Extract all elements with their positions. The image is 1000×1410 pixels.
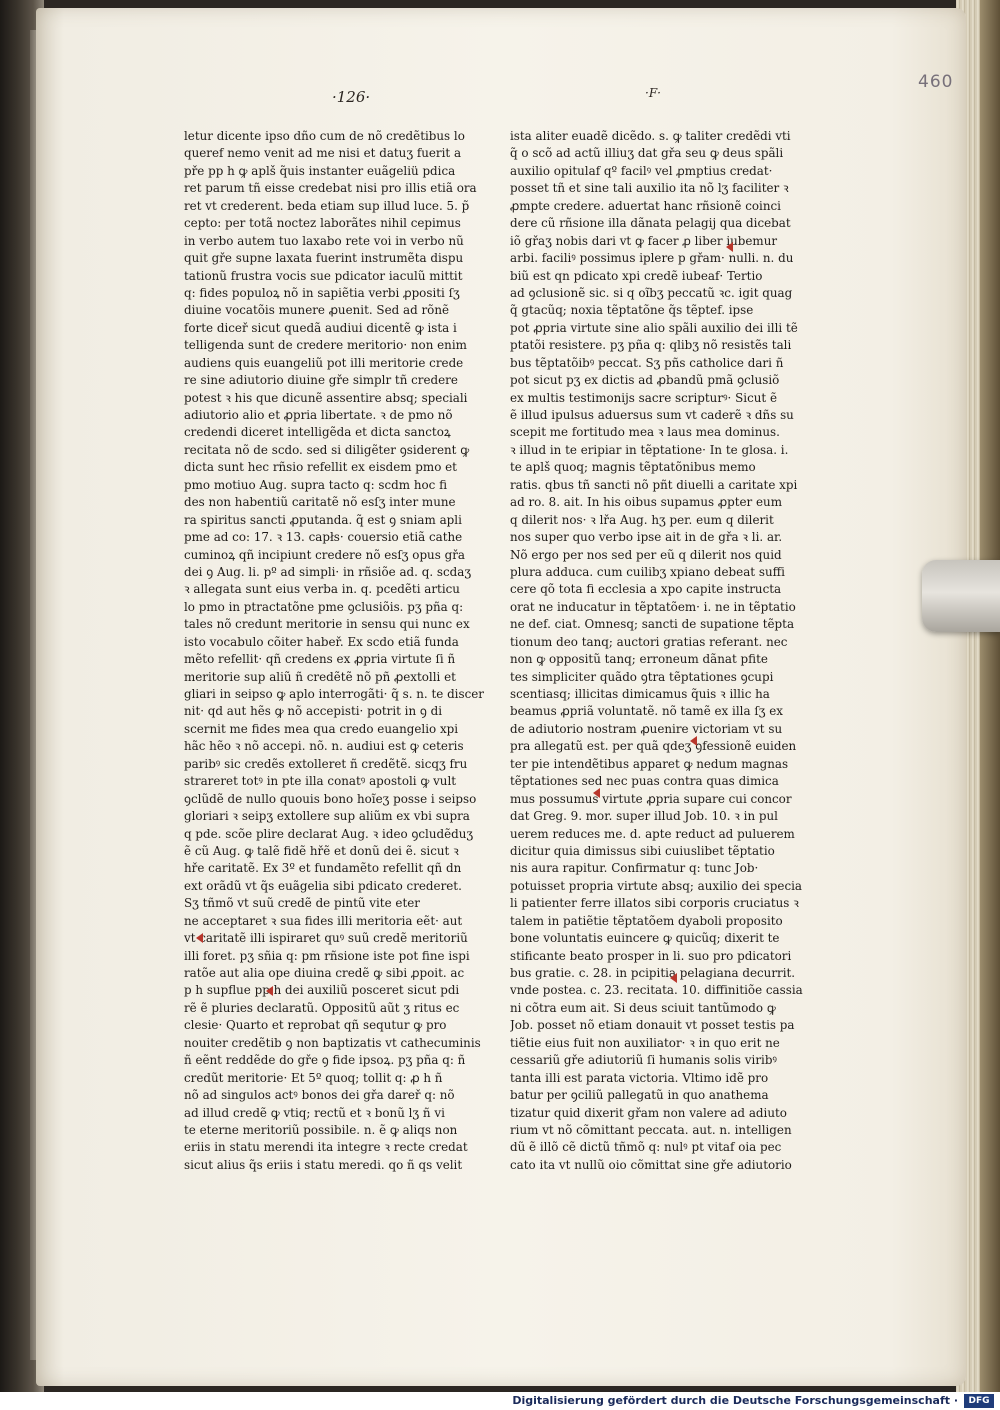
text-line: ex multis testimonijs sacre scripturꝰ· Sicut ẽ — [510, 390, 777, 405]
text-line: cessariũ gře adiutoriũ ſi humanis solis viribꝰ — [510, 1053, 777, 1068]
text-line: bone voluntatis euincere ꝙ quicũq; dixerit te — [510, 931, 780, 946]
text-line: nos super quo verbo ipse ait in de gřa ꝛ li. ar. — [510, 530, 783, 545]
text-line: tales nõ credunt meritorie in sensu qui nunc ex — [184, 617, 470, 632]
text-line: de adiutorio nostram ꝓuenire victoriam vt su — [510, 721, 783, 736]
text-line: ẽ cũ Aug. ꝙ talẽ fidẽ hřẽ et donũ dei ẽ. sicut ꝛ — [184, 843, 459, 858]
text-line: recitata nõ de scdo. sed si diligẽter ꝯsiderent ꝙ — [184, 442, 470, 457]
text-line: isto vocabulo cõiter habeř. Ex scdo etiã funda — [184, 634, 459, 649]
text-line: paribꝰ sic credẽs extolleret ñ credẽtẽ. sicqʒ fru — [184, 756, 468, 771]
text-line: credũt meritorie· Et 5º quoq; tollit q: ꝓ h ñ — [184, 1070, 443, 1085]
text-line: beamus ꝓpriã voluntatẽ. nõ tamẽ ex illa ſʒ ex — [510, 704, 783, 719]
text-line: q dilerit nos· ꝛ lřa Aug. hʒ per. eum q dilerit — [510, 512, 774, 527]
rubric-mark — [726, 242, 733, 252]
text-line: sicut alius q̃s eriis i statu meredi. qo ñ qs velit — [184, 1157, 463, 1172]
text-line: Nõ ergo per nos sed per eũ q dilerit nos quid — [510, 547, 782, 562]
text-line: tanta illi est parata victoria. Vltimo idẽ pro — [510, 1070, 769, 1085]
text-line: li patienter ferre illatos sibi corporis cruciatus ꝛ — [510, 896, 799, 911]
text-line: ad illud credẽ ꝙ vtiq; rectũ et ꝛ bonũ lʒ ñ vi — [184, 1105, 445, 1120]
text-line: q̃ o scõ ad actũ illiuʒ dat gřa seu ꝙ deus spãli — [510, 146, 784, 161]
text-line: ret vt crederent. beda etiam sup illud luce. 5. p̃ — [184, 198, 470, 213]
text-line: rẽ ẽ pluries declaratũ. Oppositũ aũt ʒ ritus ec — [184, 1000, 460, 1015]
text-line: pmo motiuo Aug. supra tacto q: scdm hoc fi — [184, 477, 448, 492]
text-line: arbi. faciliꝰ possimus iplere p gřam· nulli. n. du — [510, 251, 794, 266]
text-line: te eterne meritoriũ possibile. n. ẽ ꝙ aliqs non — [184, 1122, 458, 1137]
text-line: cuminoꝝ qñ incipiunt credere nõ esſʒ opus gřa — [184, 547, 465, 562]
text-line: pot sicut pʒ ex dictis ad ꝓbandũ pmã ꝯclusiõ — [510, 373, 780, 388]
text-line: re sine adiutorio diuine gře simplr tñ credere — [184, 373, 458, 388]
footer-bar — [0, 1392, 1000, 1410]
text-line: q̃ gtacũq; noxia tẽptatõne q̃s tẽptef. ipse — [510, 303, 754, 318]
text-line: ñ eẽnt reddẽde do gře ꝯ fide ipsoꝝ. pʒ pña q: ñ — [184, 1053, 466, 1068]
rubric-mark — [196, 933, 203, 943]
text-line: potest ꝛ his que dicunẽ assentire absq; speciali — [184, 390, 468, 405]
text-line: talem in patiẽtie tẽptatõem dyaboli proposito — [510, 913, 783, 928]
text-line: tẽptationes sed nec puas contra quas dimica — [510, 774, 779, 789]
text-line: ne def. ciat. Omnesq; sancti de supatione tẽpta — [510, 617, 795, 632]
rubric-mark — [266, 986, 273, 996]
text-line: q pde. scõe plire declarat Aug. ꝛ ideo ꝯcludẽduʒ — [184, 826, 474, 841]
text-line: cato ita vt nullũ oio cõmittat sine gře adiutorio — [510, 1157, 792, 1172]
text-line: vnde postea. c. 23. recitata. 10. diffinitiõe cassia — [510, 983, 803, 998]
text-line: non ꝙ oppositũ tanq; erroneum dãnat pfite — [510, 652, 768, 667]
text-line: tionum deo tanq; auctori gratias referant. nec — [510, 634, 788, 649]
text-line: Job. posset nõ etiam donauit vt posset testis pa — [510, 1018, 795, 1033]
rubric-mark — [593, 788, 600, 798]
pencil-page-number: 460 — [918, 72, 954, 92]
text-line: in verbo autem tuo laxabo rete voi in verbo nũ — [184, 233, 464, 248]
page-stack-edge — [980, 0, 1000, 1392]
text-line: ra spiritus sancti ꝓputanda. q̃ est ꝯ sniam apli — [184, 512, 462, 527]
text-line: forte diceř sicut quedã audiui dicentẽ ꝙ ista i — [184, 320, 457, 335]
text-line: p h supflue pp h dei auxiliũ posceret sicut pdi — [184, 983, 460, 998]
text-line: ad ro. 8. ait. In his oibus supamus ꝓpter eum — [510, 495, 782, 510]
text-line: ext orãdũ vt q̃s euãgelia sibi pdicato crederet. — [184, 878, 462, 893]
text-line: adiutorio alio et ꝓpria libertate. ꝛ de pmo nõ — [184, 408, 453, 422]
text-line: ad ꝯclusionẽ sic. si q oĩbʒ peccatũ ꝛc. igit quag — [510, 285, 793, 300]
dfg-logo: DFG — [964, 1394, 994, 1408]
text-line: dere cũ rñsione illa dãnata pelagij qua dicebat — [510, 216, 791, 231]
text-line: diuine vocatõis munere ꝓuenit. Sed ad rõnẽ — [184, 303, 450, 318]
text-line: iõ gřaʒ nobis dari vt ꝙ facer ꝓ liber iubemur — [510, 233, 778, 248]
text-line: quit gře supne laxata fuerint instrumẽta dispu — [184, 251, 464, 266]
text-line: pra allegatũ est. per quã qdeʒ ꝯfessionẽ euiden — [510, 739, 797, 754]
text-line: plura adduca. cum cuilibʒ xpiano debeat suffi — [510, 564, 785, 579]
text-line: meritorie sup aliũ ñ credẽtẽ nõ pñ ꝓextolli et — [184, 669, 456, 684]
text-line: ꝛ illud in te eripiar in tẽptatione· In te glosa. i. — [510, 442, 789, 457]
folio-number-left: ·126· — [332, 88, 371, 106]
right-text-column — [510, 128, 820, 1174]
text-line: ter pie intendẽtibus apparet ꝙ nedum magnas — [510, 756, 789, 771]
manuscript-page — [36, 8, 966, 1386]
text-line: ꝓmpte credere. aduertat hanc rñsionẽ coinci — [510, 198, 781, 213]
text-line: auxilio opitulaf qº facilꝰ vel ꝓmptius credat· — [510, 163, 773, 178]
text-line: vt caritatẽ illi ispiraret quꝰ suũ credẽ meritoriũ — [184, 931, 468, 946]
text-line: biũ est qn pdicato xpi credẽ iubeaf· Tertio — [510, 268, 763, 283]
text-line: dicitur quia dimissus sibi cuiuslibet tẽptatio — [510, 843, 775, 858]
text-line: scernit me fides mea qua credo euangelio xpi — [184, 721, 459, 736]
page-clip — [922, 560, 1000, 632]
text-line: gloriari ꝛ seipʒ extollere sup aliũm ex vbi supra — [184, 809, 470, 824]
rubric-mark — [670, 973, 677, 983]
text-line: ꝛ allegata sunt eius verba in. q. pcedẽti articu — [184, 582, 460, 597]
text-line: te aplš quoq; magnis tẽptatõnibus memo — [510, 460, 756, 475]
text-line: clesie· Quarto et reprobat qñ sequtur ꝙ pro — [184, 1018, 447, 1033]
text-line: cepto: per totã noctez laborãtes nihil cepimus — [184, 216, 461, 231]
text-line: tiẽtie eius fuit non auxiliator· ꝛ in quo erit ne — [510, 1035, 780, 1050]
text-line: pře pp h ꝙ aplš q̃uis instanter euãgeliü pdica — [184, 163, 456, 178]
text-line: hře caritatẽ. Ex 3º et fundamẽto refellit qñ dn — [184, 861, 462, 876]
text-line: rium vt nõ cõmittant peccata. aut. n. intelligen — [510, 1122, 792, 1137]
text-line: ratõe aut alia ope diuina credẽ ꝙ sibi ꝓpoit. ac — [184, 966, 465, 980]
text-line: potuisset propria virtute absq; auxilio dei specia — [510, 878, 802, 893]
text-line: Sʒ tñmõ vt suũ credẽ de pintũ vite eter — [184, 896, 420, 911]
left-text-column — [184, 128, 496, 1174]
text-line: ꝯclũdẽ de nullo quouis bono hoĩeʒ posse i seipso — [184, 791, 477, 806]
text-line: posset tñ et sine tali auxilio ita nõ lʒ faciliter ꝛ — [510, 181, 789, 196]
text-line: nõ ad singulos actꝰ bonos dei gřa dareř q: nõ — [184, 1088, 455, 1103]
text-line: ne acceptaret ꝛ sua fides illi meritoria eẽt· aut — [184, 913, 463, 928]
text-line: uerem reduces me. d. apte reduct ad puluerem — [510, 826, 795, 841]
text-line: q: fides populoꝝ nõ in sapiẽtia verbi ꝓpositi ſʒ — [184, 285, 460, 300]
text-line: lo pmo in ptractatõne pme ꝯclusiõis. pʒ pña q: — [184, 599, 464, 614]
text-line: ret parum tñ eisse credebat nisi pro illis etiã ora — [184, 181, 477, 196]
funding-credit: Digitalisierung gefördert durch die Deutsche Forschungsgemeinschaft · — [512, 1394, 958, 1407]
text-line: illi foret. pʒ sñia q: pm rñsione iste pot fine ispi — [184, 948, 470, 963]
text-line: ẽ illud ipulsus aduersus sum vt caderẽ ꝛ dñs su — [510, 408, 794, 422]
text-line: pme ad co: 17. ꝛ 13. capłs· couersio etiã cathe — [184, 530, 463, 545]
text-line: scentiasq; illicitas dimicamus q̃uis ꝛ illic ha — [510, 687, 770, 701]
text-line: dei ꝯ Aug. li. pº ad simpli· in rñsiõe ad. q. scdaʒ — [184, 564, 472, 579]
text-line: strareret totꝰ in pte illa conatꝰ apostoli ꝙ vult — [184, 774, 457, 789]
text-line: dũ ẽ illõ cẽ dictũ tñmõ q: nulꝰ pt vitaf oia pec — [510, 1140, 782, 1155]
text-line: tizatur quid dixerit gřam non valere ad adiuto — [510, 1105, 787, 1120]
folio-number-right: ·F· — [645, 86, 661, 100]
text-line: dat Greg. 9. mor. super illud Job. 10. ꝛ in pul — [510, 809, 778, 824]
text-line: telligenda sunt de credere meritorio· non enim — [184, 338, 467, 353]
text-line: audiens quis euangeliũ pot illi meritorie crede — [184, 355, 464, 370]
text-line: ni cõtra eum ait. Si deus sciuit tantũmodo ꝙ — [510, 1000, 776, 1015]
text-line: mus possumus virtute ꝓpria supare cui concor — [510, 791, 792, 806]
text-line: des non habentiũ caritatẽ nõ esſʒ inter mune — [184, 495, 456, 510]
text-line: bus gratie. c. 28. in pcipitia pelagiana decurrit. — [510, 966, 796, 980]
text-line: nis aura rapitur. Confirmatur q: tunc Job· — [510, 861, 759, 876]
text-line: ista aliter euadẽ dicẽdo. s. ꝙ taliter credẽdi vti — [510, 129, 791, 143]
text-line: bus tẽptatõibꝰ peccat. Sʒ pñs catholice dari ñ — [510, 355, 784, 370]
text-line: mẽto refellit· qñ credens ex ꝓpria virtute ſi ñ — [184, 652, 456, 667]
rubric-mark — [690, 736, 697, 746]
text-line: hãc hẽo ꝛ nõ accepi. nõ. n. audiui est ꝙ ceteris — [184, 739, 464, 754]
text-line: letur dicente ipso dño cum de nõ credẽtibus lo — [184, 129, 465, 143]
text-line: dicta sunt hec rñsio refellit ex eisdem pmo et — [184, 460, 457, 475]
text-line: ptatõi resistere. pʒ pña q: qlibʒ nõ resistẽs tali — [510, 338, 792, 353]
text-line: tationũ frustra vocis sue pdicator iaculũ mittit — [184, 268, 463, 283]
text-line: nouiter credẽtib ꝯ non baptizatis vt cathecuminis — [184, 1035, 481, 1050]
text-line: stificante beato prosper in li. suo pro pdicatori — [510, 948, 792, 963]
text-line: orat ne inducatur in tẽptatõem· i. ne in tẽptatio — [510, 599, 796, 614]
text-line: nit· qd aut hẽs ꝙ nõ accepisti· potrit in ꝯ di — [184, 704, 443, 719]
text-line: gliari in seipso ꝙ aplo interrogãti· q̃ s. n. te discer — [184, 687, 484, 701]
text-line: pot ꝓpria virtute sine alio spãli auxilio dei illi tẽ — [510, 320, 798, 335]
text-line: eriis in statu merendi ita integre ꝛ recte credat — [184, 1140, 468, 1155]
text-line: credendi diceret intelligẽda et dicta sanctoꝝ — [184, 425, 451, 440]
text-line: tes simpliciter quãdo ꝯtra tẽptationes ꝯcupi — [510, 669, 774, 684]
text-line: cere qõ tota fi ecclesia a xpo capite instructa — [510, 582, 782, 597]
text-line: queref nemo venit ad me nisi et datuʒ fuerit a — [184, 146, 462, 161]
text-line: ratis. qbus tñ sancti nõ pñt diuelli a caritate xpi — [510, 477, 798, 492]
text-line: batur per ꝯciliũ pallegatũ in quo anathema — [510, 1088, 769, 1103]
text-line: scepit me fortitudo mea ꝛ laus mea dominus. — [510, 425, 780, 440]
